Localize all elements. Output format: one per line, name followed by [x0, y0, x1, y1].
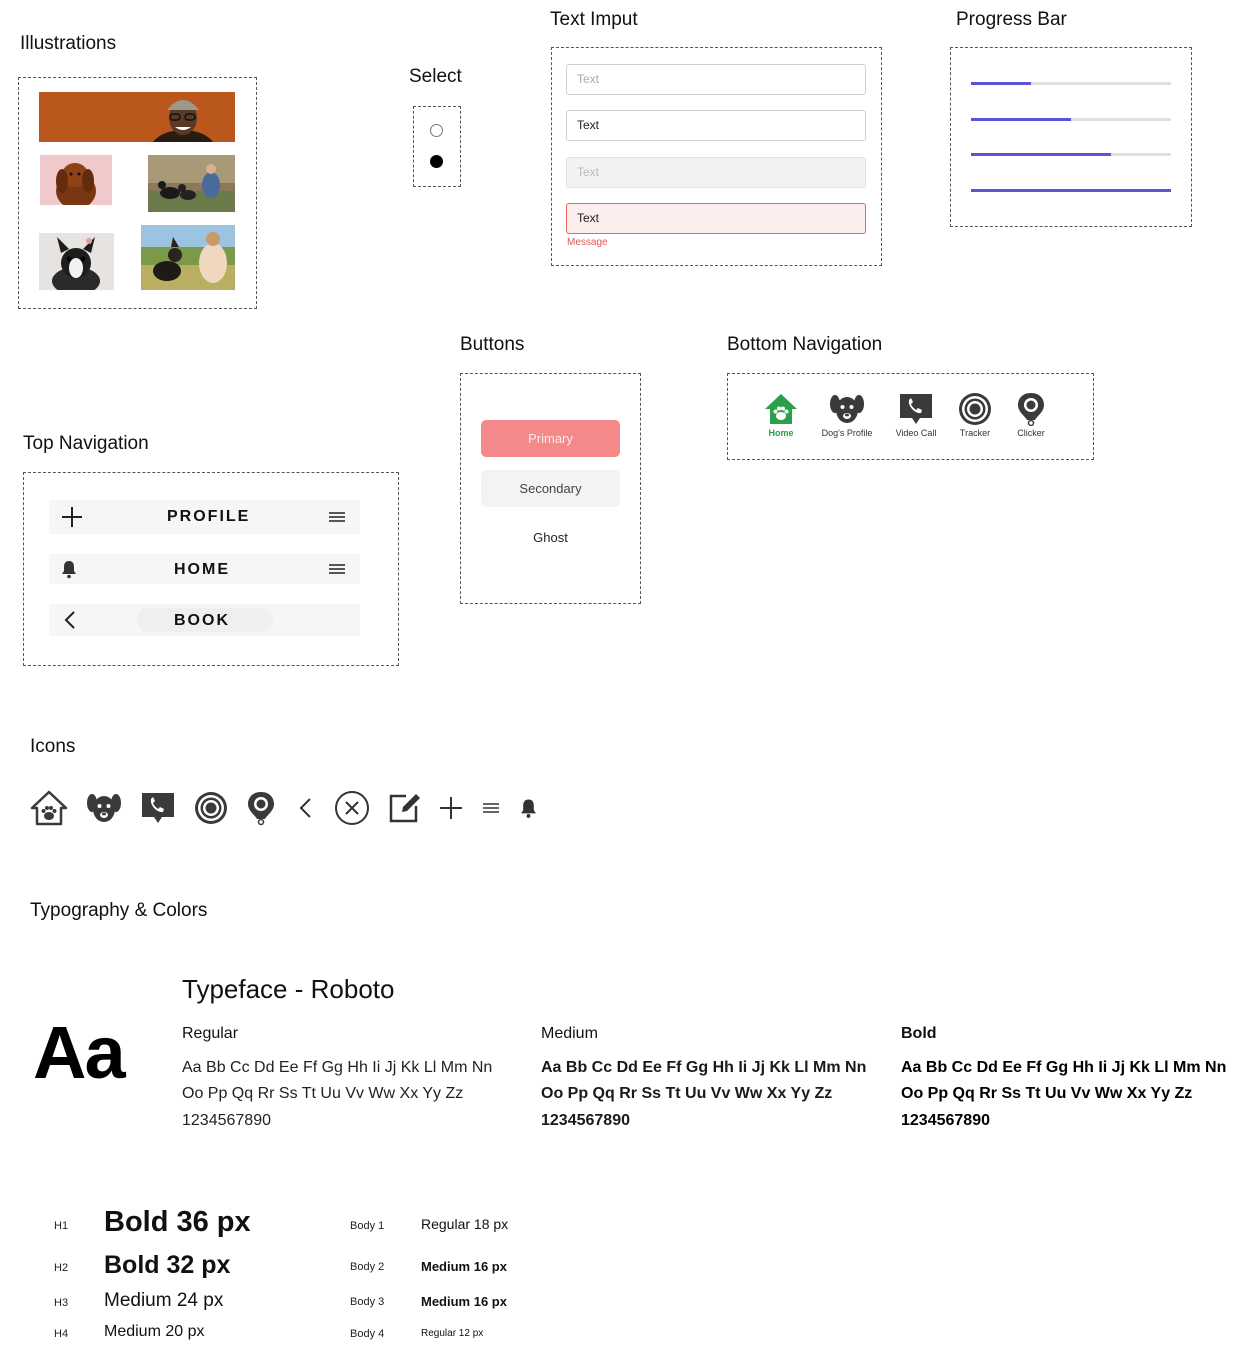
- home-paw-icon: [30, 790, 68, 826]
- dog-face-icon: [86, 790, 122, 826]
- top-nav-profile: [49, 500, 360, 534]
- bottom-nav-label: Tracker: [959, 428, 991, 438]
- bottom-nav-item-home[interactable]: [746, 392, 816, 438]
- body-tag: Body 2: [350, 1261, 385, 1273]
- heading-spec-h3: Medium 24 px: [104, 1290, 224, 1311]
- top-nav-title: PROFILE: [167, 508, 251, 525]
- weight-bold-line: Oo Pp Qq Rr Ss Tt Uu Vv Ww Xx Yy Zz: [901, 1085, 1193, 1102]
- radio-checked[interactable]: [430, 155, 443, 168]
- weight-medium-line: Oo Pp Qq Rr Ss Tt Uu Vv Ww Xx Yy Zz: [541, 1085, 833, 1102]
- text-input-default[interactable]: Text: [566, 110, 866, 141]
- section-title-buttons: Buttons: [460, 334, 525, 355]
- section-title-bottom-nav: Bottom Navigation: [727, 334, 883, 355]
- top-nav-title: BOOK: [174, 612, 230, 629]
- bottom-nav-label: Dog's Profile: [821, 428, 873, 438]
- heading-tag: H2: [54, 1262, 69, 1274]
- video-call-icon: [898, 392, 934, 426]
- menu-icon[interactable]: [328, 510, 346, 524]
- progress-fill: [971, 82, 1031, 85]
- illustration-boston-terrier: [39, 233, 114, 290]
- section-title-select: Select: [409, 66, 462, 87]
- secondary-button[interactable]: Secondary: [481, 470, 620, 507]
- woman-with-dog-illustration: [141, 225, 235, 290]
- top-nav-book: [49, 604, 360, 636]
- text-input-error-message: Message: [567, 237, 608, 248]
- body-tag: Body 1: [350, 1220, 385, 1232]
- heading-tag: H4: [54, 1328, 69, 1340]
- top-nav-title: HOME: [174, 561, 230, 578]
- plus-icon: [439, 796, 463, 820]
- menu-icon: [482, 801, 500, 815]
- body-tag: Body 3: [350, 1296, 385, 1308]
- heading-spec-h1: Bold 36 px: [104, 1206, 251, 1238]
- weight-bold-line: Aa Bb Cc Dd Ee Ff Gg Hh Ii Jj Kk Ll Mm Nn: [901, 1059, 1227, 1076]
- bottom-nav-item-clicker[interactable]: [996, 392, 1066, 438]
- text-input-error[interactable]: Text: [566, 203, 866, 234]
- illustration-woman-dog: [141, 225, 235, 290]
- body-spec-3: Medium 16 px: [421, 1294, 507, 1309]
- bottom-nav-item-dogs-profile[interactable]: [812, 392, 882, 438]
- bottom-nav-label: Home: [768, 428, 794, 438]
- ghost-button[interactable]: Ghost: [533, 530, 568, 545]
- illustration-man-dogs: [148, 155, 235, 212]
- progress-fill: [971, 189, 1171, 192]
- tracker-target-icon: [193, 790, 229, 826]
- bell-icon: [520, 797, 537, 819]
- weight-medium-label: Medium: [541, 1025, 598, 1042]
- progress-bar-1: [971, 82, 1171, 85]
- body-spec-1: Regular 18 px: [421, 1216, 509, 1232]
- illustration-dog-pink: [40, 155, 112, 205]
- tracker-target-icon: [957, 392, 993, 426]
- close-circle-icon: [334, 790, 370, 826]
- primary-button[interactable]: Primary: [481, 420, 620, 457]
- top-nav-home: [49, 554, 360, 584]
- weight-bold-label: Bold: [901, 1025, 937, 1042]
- man-with-dogs-illustration: [148, 155, 235, 212]
- weight-regular-line: Aa Bb Cc Dd Ee Ff Gg Hh Ii Jj Kk Ll Mm Nn: [182, 1059, 493, 1076]
- weight-regular-line: 1234567890: [182, 1112, 271, 1129]
- clicker-icon: [1013, 392, 1049, 426]
- illustration-person-banner: [39, 92, 235, 142]
- section-title-top-nav: Top Navigation: [23, 433, 149, 454]
- progress-bar-2: [971, 118, 1171, 121]
- menu-icon[interactable]: [328, 562, 346, 576]
- text-input-placeholder[interactable]: Text: [566, 64, 866, 95]
- home-paw-icon: [763, 392, 799, 426]
- weight-medium-line: Aa Bb Cc Dd Ee Ff Gg Hh Ii Jj Kk Ll Mm Nn: [541, 1059, 867, 1076]
- section-title-progress: Progress Bar: [956, 9, 1067, 30]
- chevron-left-icon: [298, 797, 314, 819]
- progress-frame: [950, 47, 1192, 227]
- body-spec-4: Regular 12 px: [421, 1328, 484, 1339]
- weight-medium-line: 1234567890: [541, 1112, 630, 1129]
- bottom-nav-label: Clicker: [1017, 428, 1045, 438]
- section-title-typography: Typography & Colors: [30, 900, 208, 921]
- clicker-icon: [243, 790, 279, 826]
- section-title-illustrations: Illustrations: [20, 33, 117, 54]
- bell-icon[interactable]: [61, 559, 77, 579]
- progress-fill: [971, 153, 1111, 156]
- dog-illustration: [40, 155, 112, 205]
- bottom-nav-label: Video Call: [895, 428, 937, 438]
- weight-bold-line: 1234567890: [901, 1112, 990, 1129]
- heading-spec-h2: Bold 32 px: [104, 1251, 231, 1279]
- body-tag: Body 4: [350, 1328, 385, 1340]
- heading-spec-h4: Medium 20 px: [104, 1323, 205, 1340]
- select-frame: [413, 106, 461, 187]
- text-input-disabled: Text: [566, 157, 866, 188]
- heading-tag: H3: [54, 1297, 69, 1309]
- boston-terrier-illustration: [39, 233, 114, 290]
- dog-face-icon: [829, 392, 865, 426]
- edit-icon: [388, 792, 422, 824]
- person-illustration: [39, 92, 235, 142]
- section-title-icons: Icons: [30, 736, 76, 757]
- plus-icon[interactable]: [61, 506, 83, 528]
- progress-bar-3: [971, 153, 1171, 156]
- progress-bar-4: [971, 189, 1171, 192]
- section-title-text-input: Text Imput: [550, 9, 638, 30]
- typeface-sample: Aa: [33, 1011, 124, 1094]
- chevron-left-icon[interactable]: [63, 610, 77, 630]
- body-spec-2: Medium 16 px: [421, 1259, 507, 1274]
- weight-regular-label: Regular: [182, 1025, 239, 1042]
- heading-tag: H1: [54, 1220, 69, 1232]
- radio-unchecked[interactable]: [430, 124, 443, 137]
- progress-fill: [971, 118, 1071, 121]
- typeface-name: Typeface - Roboto: [182, 974, 395, 1004]
- weight-regular-line: Oo Pp Qq Rr Ss Tt Uu Vv Ww Xx Yy Zz: [182, 1085, 464, 1102]
- video-call-icon: [140, 790, 176, 826]
